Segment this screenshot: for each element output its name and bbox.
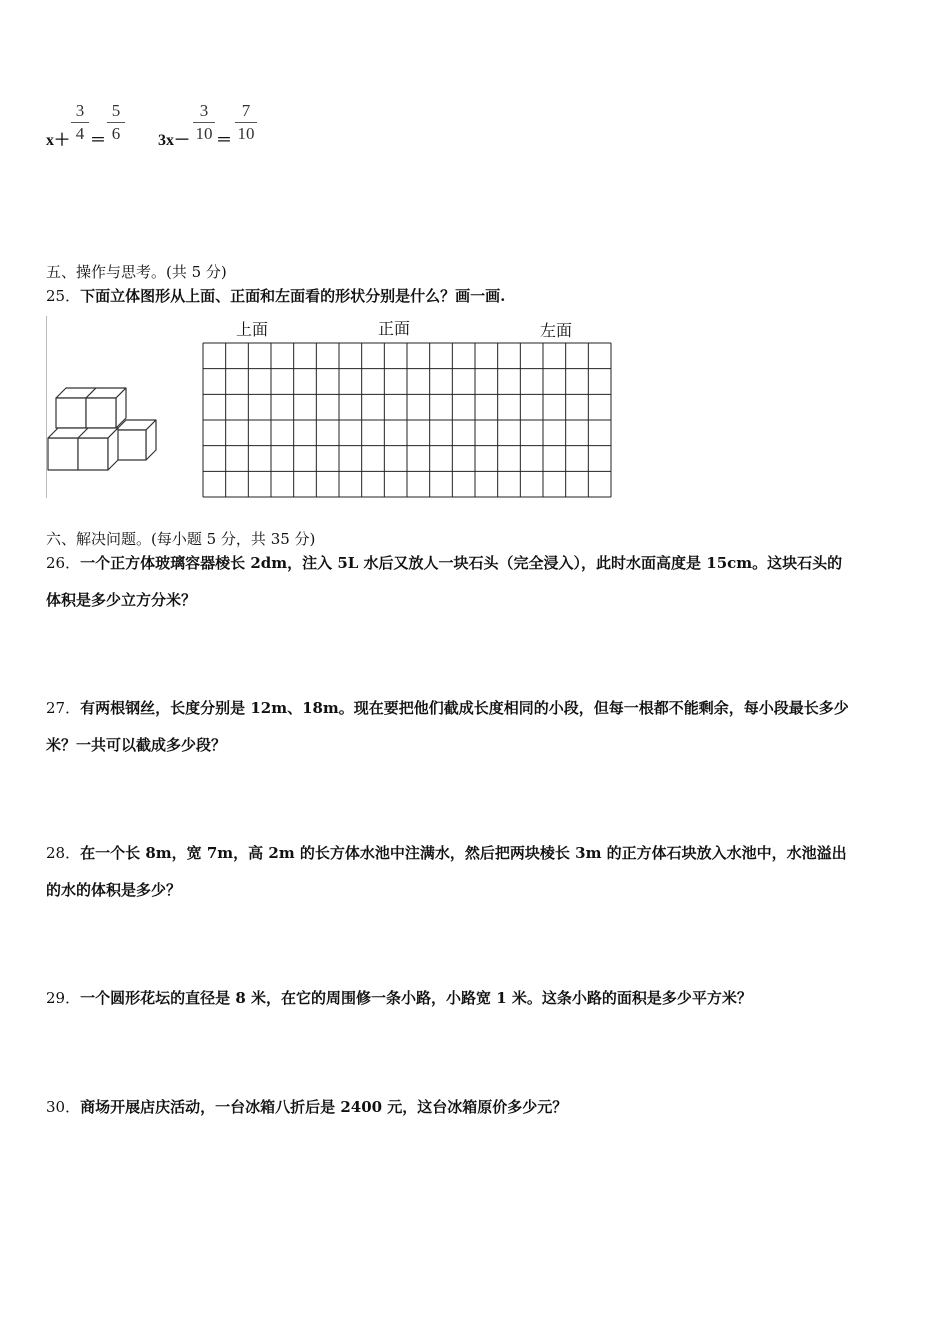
label-front-view: 正面: [378, 319, 411, 338]
cube-right-front: [116, 430, 146, 460]
question-30: [46, 1097, 916, 1117]
eq2-fraction-1: 3 10: [192, 100, 216, 145]
section-6-title: 六、解决问题。(每小题 5 分，共 35 分): [46, 530, 316, 548]
section-5-title: 五、操作与思考。(共 5 分): [46, 263, 227, 281]
cube-bottom-mid-front: [78, 438, 108, 470]
eq2-lhs: 3x－: [158, 132, 191, 149]
eq1-lhs: x＋: [46, 132, 71, 149]
question-28: [46, 843, 916, 900]
question-text-line2: 的水的体积是多少？: [46, 881, 182, 899]
question-text-line2: 体积是多少立方分米？: [46, 591, 197, 609]
question-number: 26．: [46, 554, 81, 572]
cube-bottom-left-front: [48, 438, 78, 470]
equation-1: [46, 100, 146, 150]
cube-figure: [46, 386, 162, 474]
question-number: 30．: [46, 1098, 81, 1116]
question-29: [46, 988, 916, 1008]
label-left-view: 左面: [540, 321, 573, 340]
question-number: 29．: [46, 989, 81, 1007]
question-text-line1: 在一个长 8m，宽 7m，高 2m 的长方体水池中注满水，然后把两块棱长 3m 的正方体石块放入水池中，水池溢出: [80, 844, 847, 862]
question-26: [46, 553, 916, 610]
question-text: 一个圆形花坛的直径是 8 米，在它的周围修一条小路，小路宽 1 米。这条小路的面积是多少平方米？: [80, 989, 752, 1007]
question-number: 25．: [46, 287, 81, 305]
drawing-grid[interactable]: [202, 342, 612, 498]
eq2-op: ＝: [216, 132, 233, 149]
eq1-op: ＝: [90, 132, 107, 149]
question-number: 27．: [46, 699, 81, 717]
eq1-fraction-2: 5 6: [106, 100, 126, 145]
eq2-fraction-2: 7 10: [234, 100, 258, 145]
question-text: 商场开展店庆活动，一台冰箱八折后是 2400 元，这台冰箱原价多少元？: [80, 1098, 568, 1116]
cube-top-left-front: [56, 398, 86, 428]
question-27: [46, 698, 916, 755]
cube-top-right-front: [86, 398, 116, 428]
question-number: 28．: [46, 844, 81, 862]
question-text-line1: 有两根钢丝，长度分别是 12m、18m。现在要把他们截成长度相同的小段，但每一根都不能剩余，每小段最长多少: [80, 699, 849, 717]
question-text-line2: 米？一共可以截成多少段？: [46, 736, 227, 754]
equation-2: [158, 100, 278, 150]
question-text-line1: 一个正方体玻璃容器棱长 2dm，注入 5L 水后又放人一块石头（完全浸入），此时水面高度是 15cm。这块石头的: [80, 554, 843, 572]
question-25: [46, 286, 505, 306]
eq1-fraction-1: 3 4: [70, 100, 90, 145]
question-text: 下面立体图形从上面、正面和左面看的形状分别是什么？画一画.: [80, 287, 506, 305]
label-top-view: 上面: [236, 320, 269, 339]
